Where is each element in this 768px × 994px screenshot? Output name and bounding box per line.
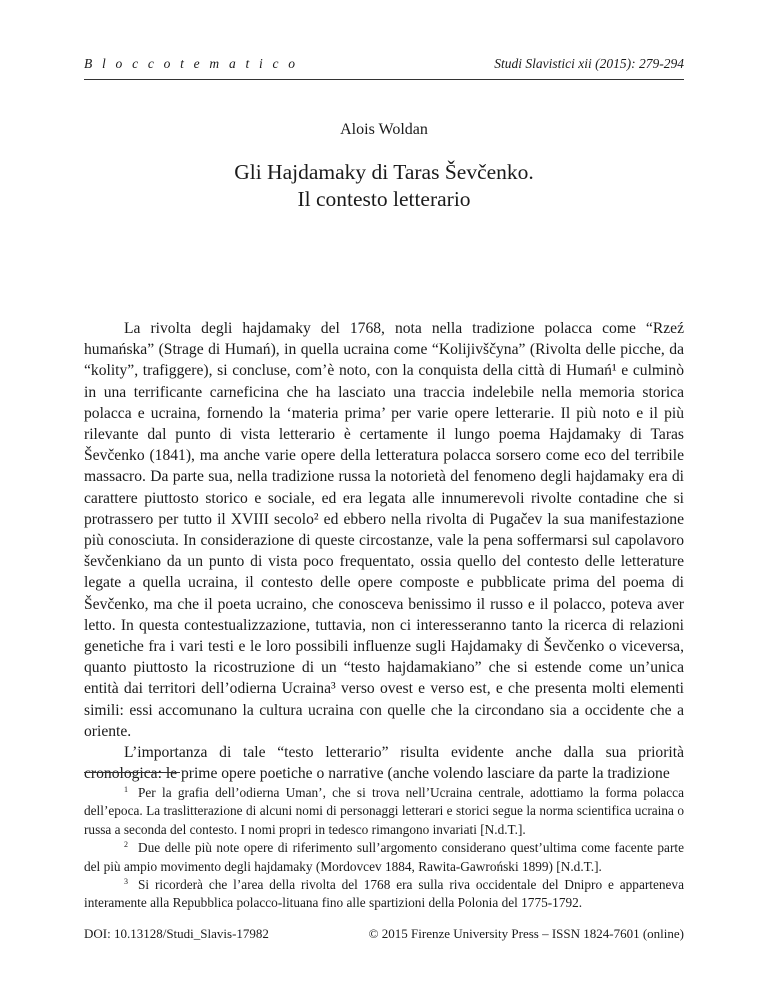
copyright-text: © 2015 Firenze University Press – ISSN 1824-7601 (online) xyxy=(368,926,684,941)
footnote-mark: 3 xyxy=(124,876,128,886)
body-paragraph-2: L’importanza di tale “testo letterario” risulta evidente anche dalla sua priorità cronologica: le prime opere poetiche o narrative (anche volendo lasciare da parte la tradizione xyxy=(84,744,684,783)
article-title xyxy=(0,159,768,213)
footnote-3 xyxy=(84,876,684,913)
title-line-2: Il contesto letterario xyxy=(297,187,471,211)
footnote-text: Si ricorderà che l’area della rivolta del 1768 era sulla riva occidentale del Dnipro e apparteneva interamente alla Repubblica polacco-lituana fino alle spartizioni della Polonia del 1775-1792. xyxy=(84,877,684,911)
footnote-2 xyxy=(84,839,684,876)
footnote-text: Per la grafia dell’odierna Uman’, che si trova nell’Ucraina centrale, adottiamo la forma polacca dell’epoca. La traslitterazione di alcuni nomi di personaggi letterari e storici segue la norma scientifica ucraina o russa a seconda del contesto. I nomi propri in tedesco rimangono invariati [N.d.T.]. xyxy=(84,785,684,837)
body-text xyxy=(84,318,684,784)
body-paragraph-1: La rivolta degli hajdamaky del 1768, nota nella tradizione polacca come “Rzeź humańska” (Strage di Humań), in quella ucraina come “Kolijivščyna” (Rivolta delle picche, da “kolity”, trafiggere), si concluse, com’è noto, con la conquista della città di Humań¹ e culminò in una terrificante carneficina che ha lasciato una traccia indelebile nella memoria storica polacca e ucraina, fornendo la ‘materia prima’ per varie opere letterarie. Il più noto e il più rilevante dal punto di vista letterario è certamente il lungo poema Hajdamaky di Taras Ševčenko (1841), ma anche varie opere della letteratura polacca sorsero come eco del terribile massacro. Da parte sua, nella tradizione russa la notorietà del fenomeno degli hajdamaky era di carattere piuttosto storico e sociale, ed era legata alle innumerevoli rivolte contadine che si protrassero per tutto il XVIII secolo² ed ebbero nella rivolta di Pugačev la sua manifestazione più conosciuta. In considerazione di queste circostanze, vale la pena soffermarsi sul capolavoro ševčenkiano da un punto di vista poco frequentato, ossia quello del contesto delle letterature legate a quella ucraina, il contesto delle opere composte e pubblicate prima del poema di Ševčenko, ma che il poeta ucraino, che conosceva benissimo il russo e il polacco, poteva aver letto. In questa contestualizzazione, tuttavia, non ci interesseranno tanto la ricerca di relazioni genetiche fra i vari testi e le loro possibili influenze sugli Hajdamaky di Ševčenko o viceversa, quanto piuttosto la ricostruzione di un “testo hajdamakiano” che si estende come un’unica entità dai territori dell’odierna Ucraina³ verso ovest e verso est, e che presenta molti elementi simili: essi accomunano la cultura ucraina con quelle che la circondano sia a occidente che a oriente. xyxy=(84,320,684,740)
footnote-text: Due delle più note opere di riferimento sull’argomento considerano quest’ultima come facente parte del più ampio movimento degli hajdamaky (Mordovcev 1884, Rawita-Gawroński 1899) [N.d.T.]. xyxy=(84,840,684,874)
header-rule xyxy=(84,79,684,80)
author-name: Alois Woldan xyxy=(340,121,428,138)
title-line-1: Gli Hajdamaky di Taras Ševčenko. xyxy=(234,160,534,184)
footnote-mark: 1 xyxy=(124,784,128,794)
doi-text: DOI: 10.13128/Studi_Slavis-17982 xyxy=(84,926,269,941)
journal-citation: Studi Slavistici xii (2015): 279-294 xyxy=(494,56,684,71)
footnote-mark: 2 xyxy=(124,839,128,849)
footnotes xyxy=(84,784,684,913)
footnote-1 xyxy=(84,784,684,839)
running-head xyxy=(84,56,684,76)
section-label: B l o c c o t e m a t i c o xyxy=(84,56,299,71)
footnote-rule xyxy=(84,772,180,773)
